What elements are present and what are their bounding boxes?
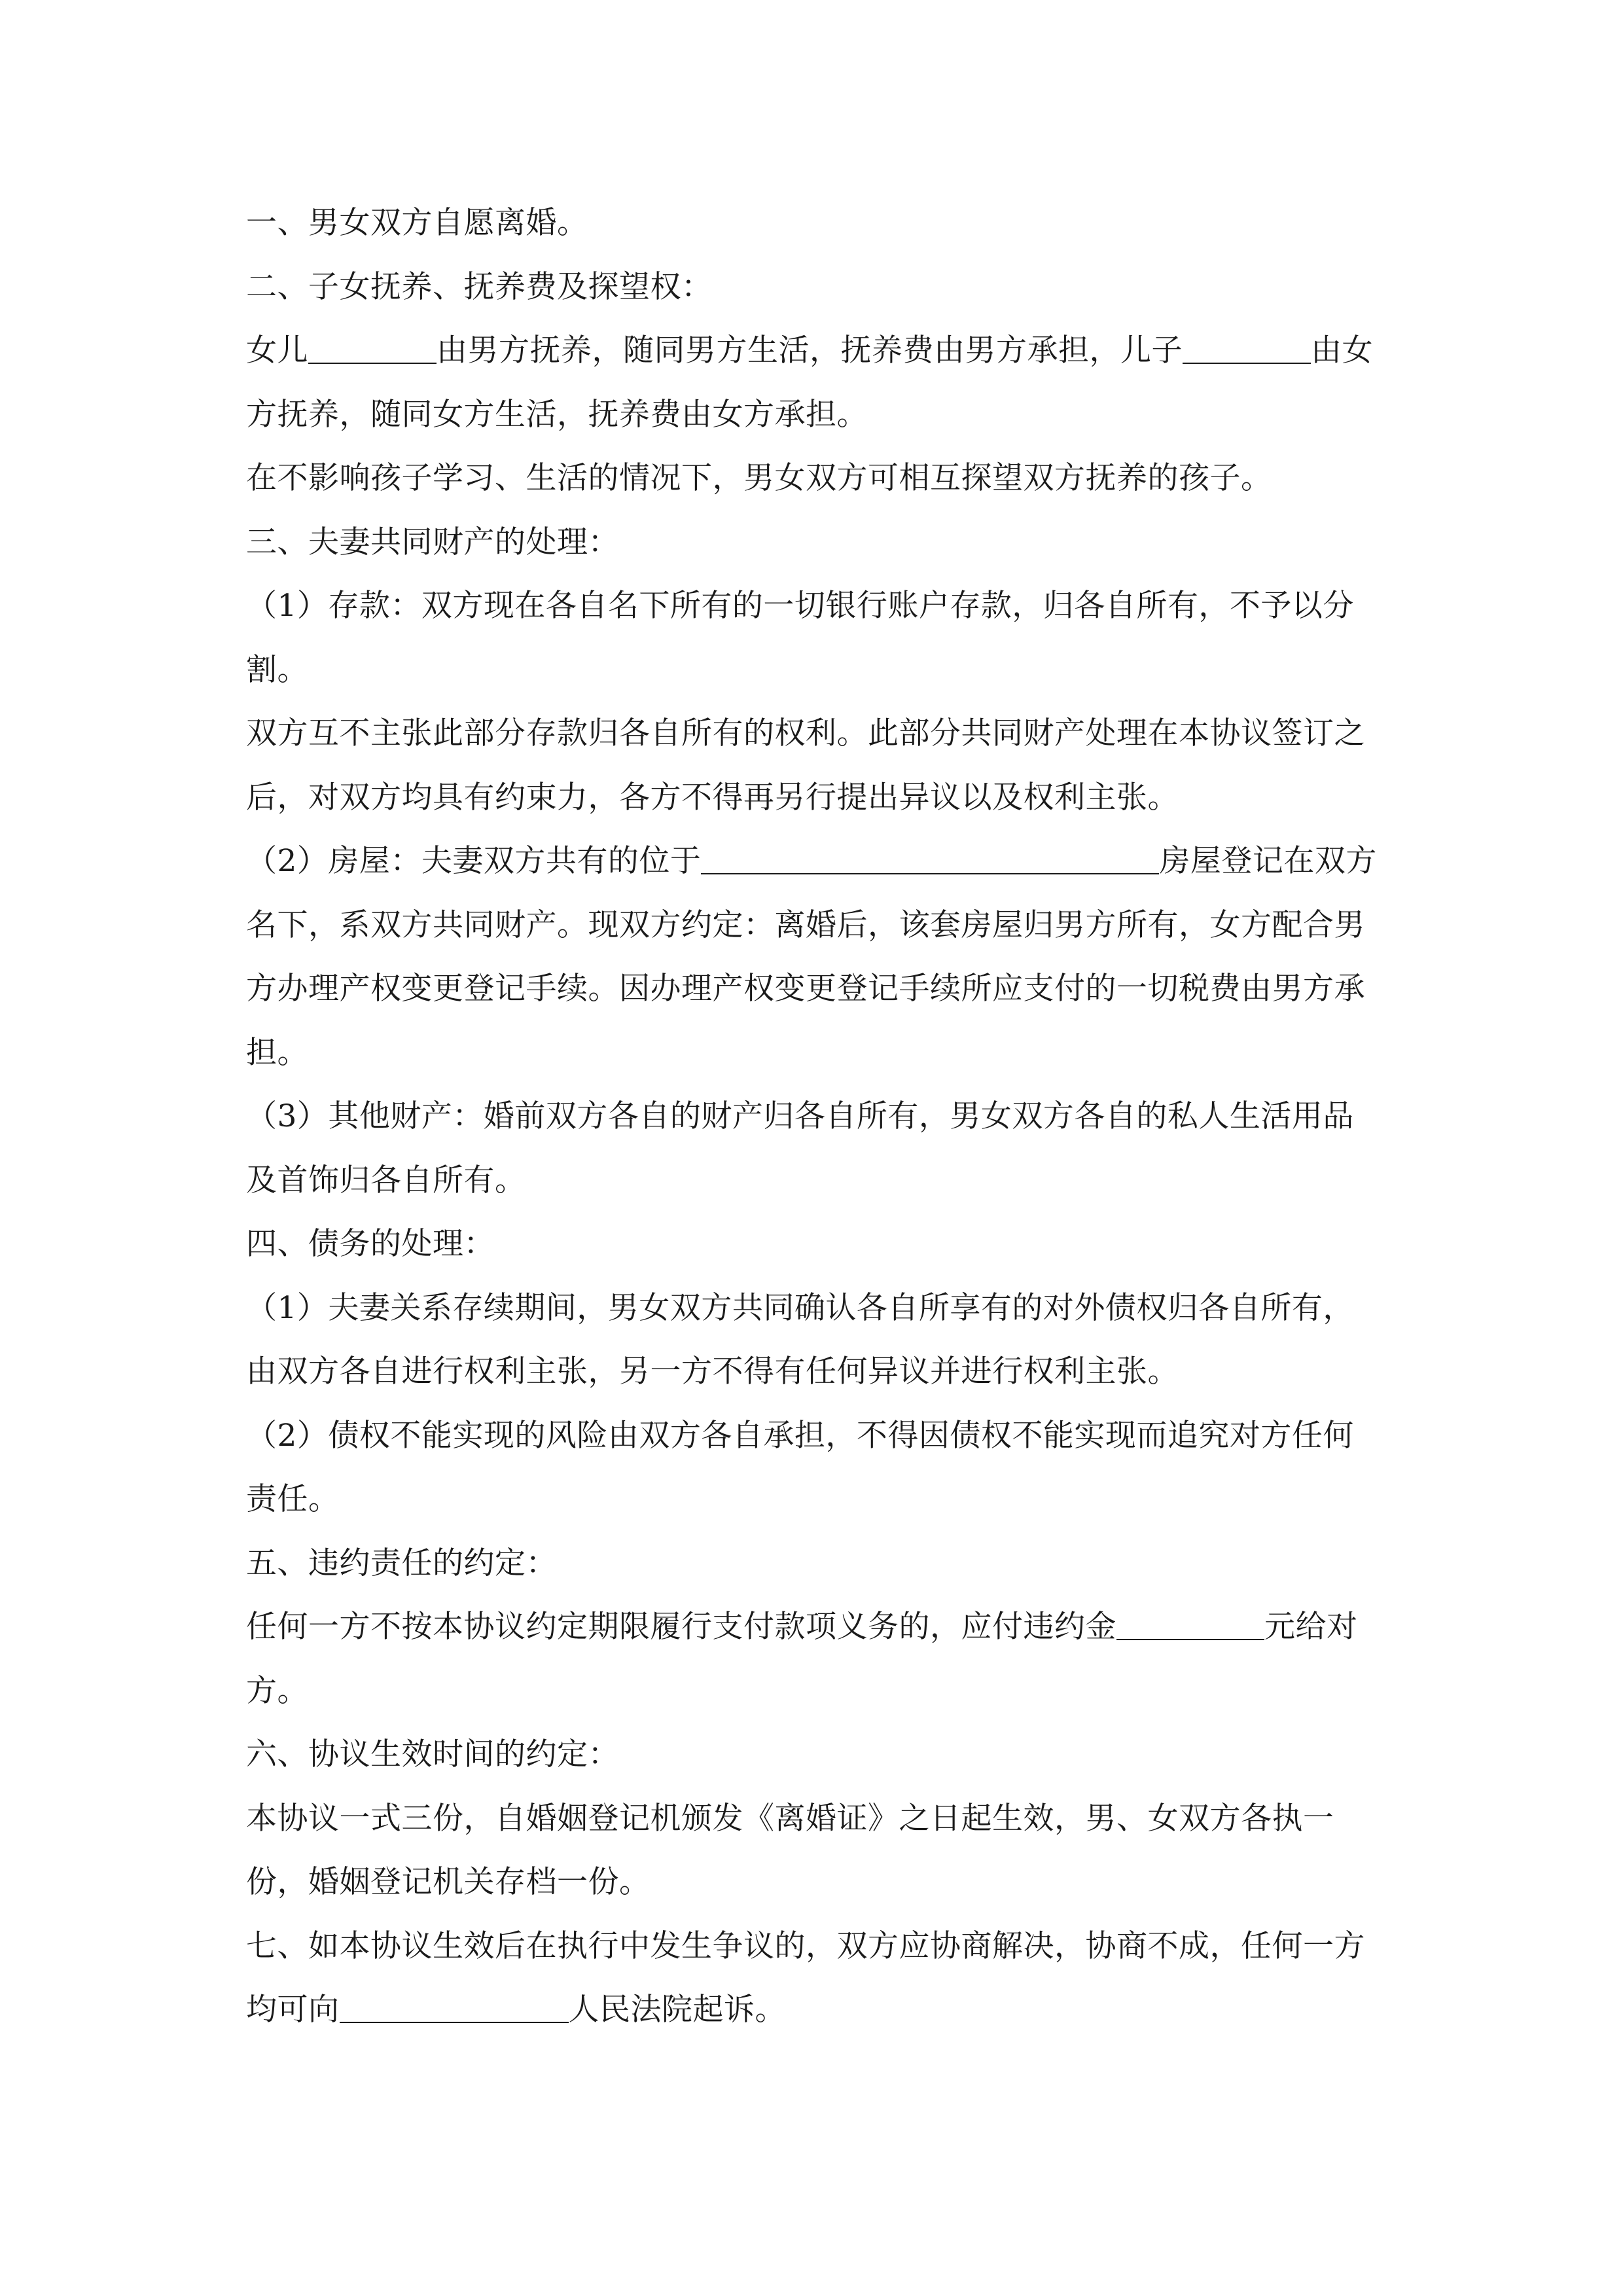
clause-5-heading: [246, 1532, 1385, 1596]
visitation-paragraph: [246, 446, 1385, 511]
penalty-end-text: 元给对方。: [246, 1609, 1358, 1709]
clause-3-text: 三、夫妻共同财产的处理：: [246, 524, 619, 560]
daughter-name-blank[interactable]: [308, 332, 437, 364]
clause-4-heading: [246, 1212, 1385, 1276]
claims-text: （1）夫妻关系存续期间，男女双方共同确认各自所享有的对外债权归各自所有，由双方各自进行权利主张，另一方不得有任何异议并进行权利主张。: [246, 1289, 1354, 1390]
penalty-paragraph: [246, 1595, 1385, 1723]
house-address-blank[interactable]: [701, 842, 1159, 874]
son-name-blank[interactable]: [1183, 332, 1311, 364]
claims-risk-text: （2）债权不能实现的风险由双方各自承担，不得因债权不能实现而追究对方任何责任。: [246, 1417, 1354, 1517]
custody-paragraph: [246, 319, 1385, 446]
deposits-binding-text: 双方互不主张此部分存款归各自所有的权利。此部分共同财产处理在本协议签订之后，对双方均具有约束力，各方不得再另行提出异议以及权利主张。: [246, 715, 1365, 816]
clause-2-heading: [246, 255, 1385, 319]
agreement-body: [246, 191, 1385, 2042]
house-intro-text: （2）房屋：夫妻双方共有的位于: [246, 843, 702, 879]
other-property-text: （3）其他财产：婚前双方各自的财产归各自所有，男女双方各自的私人生活用品及首饰归各自所有。: [246, 1098, 1354, 1198]
deposits-binding-paragraph: [246, 702, 1385, 829]
house-paragraph: [246, 829, 1385, 1085]
effective-text: 本协议一式三份，自婚姻登记机颁发《离婚证》之日起生效，男、女双方各执一份，婚姻登记机关存档一份。: [246, 1800, 1334, 1900]
visitation-text: 在不影响孩子学习、生活的情况下，男女双方可相互探望双方抚养的孩子。: [246, 460, 1272, 496]
deposits-paragraph: [246, 574, 1385, 702]
custody-middle-text: 由男方抚养，随同男方生活，抚养费由男方承担，儿子: [437, 332, 1183, 368]
clause-4-text: 四、债务的处理：: [246, 1226, 495, 1262]
clause-1-text: 一、男女双方自愿离婚。: [246, 205, 588, 241]
claims-paragraph: [246, 1276, 1385, 1404]
effective-paragraph: [246, 1787, 1385, 1914]
clause-2-text: 二、子女抚养、抚养费及探望权：: [246, 268, 713, 305]
penalty-intro-text: 任何一方不按本协议约定期限履行支付款项义务的，应付违约金: [246, 1609, 1116, 1645]
dispute-intro-text: 七、如本协议生效后在执行中发生争议的，双方应协商解决，协商不成，任何一方均可向: [246, 1928, 1365, 2028]
clause-6-heading: [246, 1723, 1385, 1787]
house-detail-text: 房屋登记在双方名下，系双方共同财产。现双方约定：离婚后，该套房屋归男方所有，女方配合男方办理产权变更登记手续。因办理产权变更登记手续所应支付的一切税费由男方承担。: [246, 843, 1377, 1071]
dispute-paragraph: [246, 1914, 1385, 2042]
clause-6-text: 六、协议生效时间的约定：: [246, 1736, 619, 1772]
clause-3-heading: [246, 511, 1385, 575]
clause-1-heading: [246, 191, 1385, 255]
dispute-end-text: 人民法院起诉。: [568, 1992, 786, 2028]
other-property-paragraph: [246, 1085, 1385, 1212]
claims-risk-paragraph: [246, 1404, 1385, 1532]
clause-5-text: 五、违约责任的约定：: [246, 1545, 557, 1581]
custody-end-text: 由女方抚养，随同女方生活，抚养费由女方承担。: [246, 332, 1373, 433]
custody-daughter-label: 女儿: [246, 332, 308, 368]
deposits-text: （1）存款：双方现在各自名下所有的一切银行账户存款，归各自所有，不予以分割。: [246, 588, 1354, 688]
penalty-amount-blank[interactable]: [1116, 1608, 1264, 1640]
court-name-blank[interactable]: [340, 1991, 569, 2023]
